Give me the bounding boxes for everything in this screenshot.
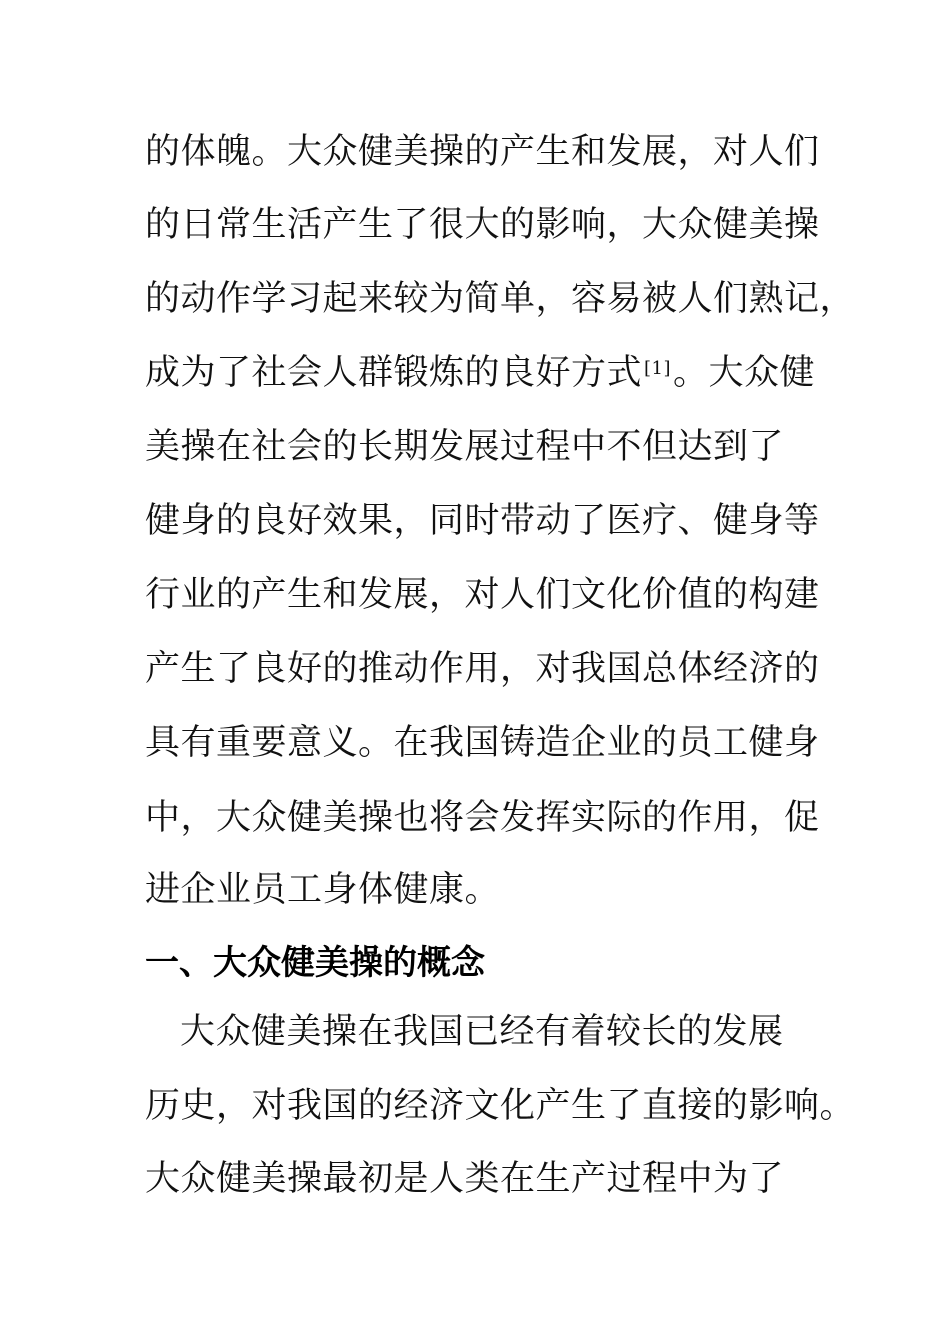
paragraph-line: 产生了良好的推动作用，对我国总体经济的 <box>145 649 820 689</box>
paragraph-line: 的动作学习起来较为简单，容易被人们熟记， <box>145 279 856 319</box>
paragraph-line: 中，大众健美操也将会发挥实际的作用，促 <box>145 798 820 838</box>
paragraph-line: 的日常生活产生了很大的影响，大众健美操 <box>145 205 820 245</box>
section-heading: 一、大众健美操的概念 <box>145 943 485 983</box>
paragraph-line: 健身的良好效果，同时带动了医疗、健身等 <box>145 501 820 541</box>
paragraph-line: 的体魄。大众健美操的产生和发展，对人们 <box>145 132 820 172</box>
paragraph-line-with-citation <box>145 349 815 397</box>
paragraph-line: 具有重要意义。在我国铸造企业的员工健身 <box>145 723 820 763</box>
paragraph-line: 历史，对我国的经济文化产生了直接的影响。 <box>145 1086 856 1126</box>
citation-marker[interactable]: [1] <box>644 358 672 379</box>
paragraph-line: 行业的产生和发展，对人们文化价值的构建 <box>145 575 820 615</box>
paragraph-line: 进企业员工身体健康。 <box>145 870 501 910</box>
line-text: 。大众健 <box>673 353 816 393</box>
paragraph-line: 大众健美操最初是人类在生产过程中为了 <box>145 1159 785 1199</box>
paragraph-line: 大众健美操在我国已经有着较长的发展 <box>180 1012 784 1052</box>
line-text: 成为了社会人群锻炼的良好方式 <box>145 353 643 393</box>
paragraph-line: 美操在社会的长期发展过程中不但达到了 <box>145 427 785 467</box>
